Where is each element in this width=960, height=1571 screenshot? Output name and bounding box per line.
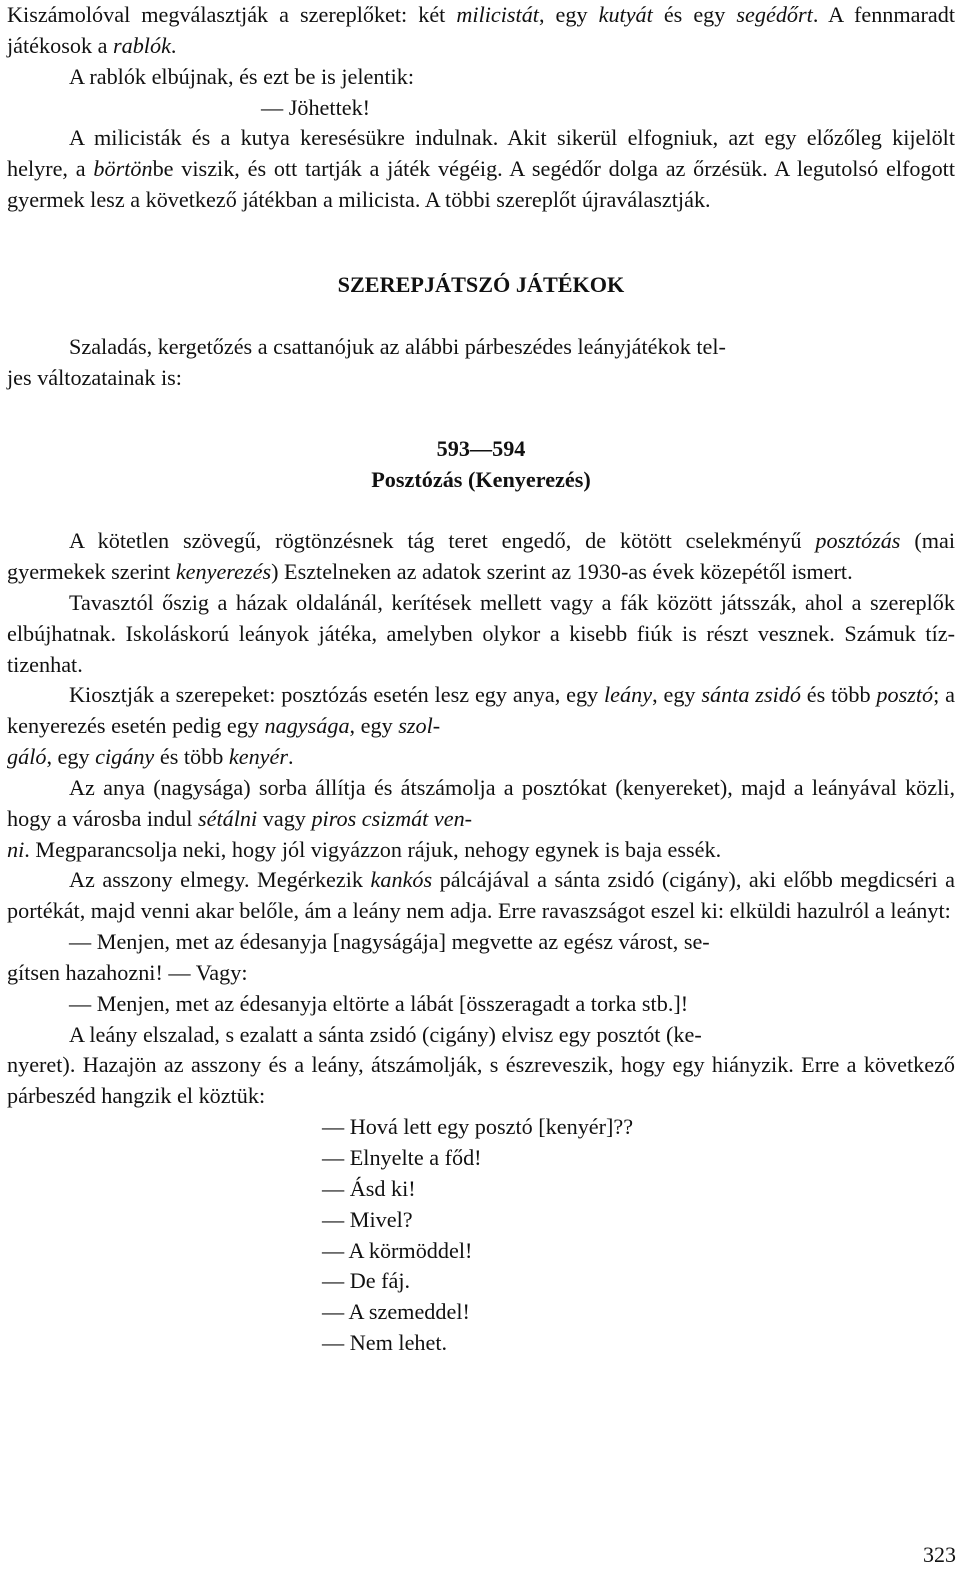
dialog-line: — Mivel? <box>322 1206 413 1232</box>
dialog-line: — Jöhettek! <box>261 94 371 120</box>
game-title: Posztózás (Kenyerezés) <box>371 467 591 493</box>
intro-paragraph: A rablók elbújnak, és ezt be is jelentik: <box>69 63 415 89</box>
dialog-line: — A szemeddel! <box>322 1299 470 1325</box>
document-page <box>7 0 955 1359</box>
intro-paragraph: A milicisták és a kutya keresésükre indulnak. Akit sikerül elfogniuk, azt egy előzőleg kijelölt helyre, a börtönbe viszik, és ott tartják a játék végéig. A segédőr dolga az őrzésük. A legutolsó elfogott gyermek lesz a következő játékban a milicista. A többi szereplőt újraválasztják. <box>7 125 955 213</box>
section-title: SZEREPJÁTSZÓ JÁTÉKOK <box>337 271 625 297</box>
body-paragraph: Az asszony elmegy. Megérkezik kankós pálcájával a sánta zsidó (cigány), aki előbb megdicséri a portékát, majd venni akar belőle, ám a leány nem adja. Erre ravaszságot eszel ki: elküldi hazulról a leányt: <box>7 867 955 924</box>
body-paragraph: A kötetlen szövegű, rögtönzésnek tág teret engedő, de kötött cselekményű posztózás (mai gyermekek szerint kenyerezés) Esztelneken az adatok szerint az 1930-as évek közepétől ismert. <box>7 528 955 584</box>
dialog-line: — Elnyelte a főd! <box>322 1145 482 1170</box>
game-number: 593—594 <box>436 436 526 462</box>
dialog-paragraph: — Menjen, met az édesanyja [nagyságája] megvette az egész várost, se- gítsen hazahozni! — Vagy: <box>7 929 710 985</box>
dialog-line: — Ásd ki! <box>322 1175 416 1201</box>
body-paragraph: Kiosztják a szerepeket: posztózás esetén lesz egy anya, egy leány, egy sánta zsidó és több posztó; a kenyerezés esetén pedig egy nagysága, egy szol- gáló, egy cigány és több kenyér. <box>7 682 956 770</box>
intro-paragraph: Kiszámolóval megválasztják a szereplőket: két milicistát, egy kutyát és egy segédőrt. A fennmaradt játékosok a rablók. <box>7 2 955 58</box>
dialog-block <box>7 1112 955 1359</box>
dialog-line: — De fáj. <box>322 1268 411 1294</box>
dialog-line: — Nem lehet. <box>322 1330 448 1356</box>
dialog-line: — A körmöddel! <box>322 1237 473 1263</box>
body-paragraph: Az anya (nagysága) sorba állítja és átszámolja a posztókat (kenyereket), majd a leányával közli, hogy a városba indul sétálni vagy piros csizmát ven- ni. Megparancsolja neki, hogy jól vigyázzon rájuk, nehogy egynek is baja essék. <box>7 774 955 862</box>
dialog-line: — Hová lett egy posztó [kenyér]?? <box>322 1114 634 1140</box>
section-lead: Szaladás, kergetőzés a csattanójuk az alábbi párbeszédes leányjátékok tel- jes változatainak is: <box>7 333 726 390</box>
dialog-paragraph: — Menjen, met az édesanyja eltörte a lábát [összeragadt a torka stb.]! <box>69 990 689 1016</box>
body-paragraph: A leány elszalad, s ezalatt a sánta zsidó (cigány) elvisz egy posztót (ke- nyeret). Hazajön az asszony és a leány, átszámolják, s észreveszik, hogy egy hiányzik. Erre a következő párbeszéd hangzik el köztük: <box>7 1021 955 1109</box>
body-paragraph: Tavasztól őszig a házak oldalánál, kerítések mellett vagy a fák között játsszák, ahol a szereplők elbújhatnak. Iskoláskorú leányok játéka, amelyben olykor a kisebb fiúk is részt vesznek. Számuk tíz-tizenhat. <box>7 589 955 677</box>
page-number: 323 <box>923 1542 956 1567</box>
